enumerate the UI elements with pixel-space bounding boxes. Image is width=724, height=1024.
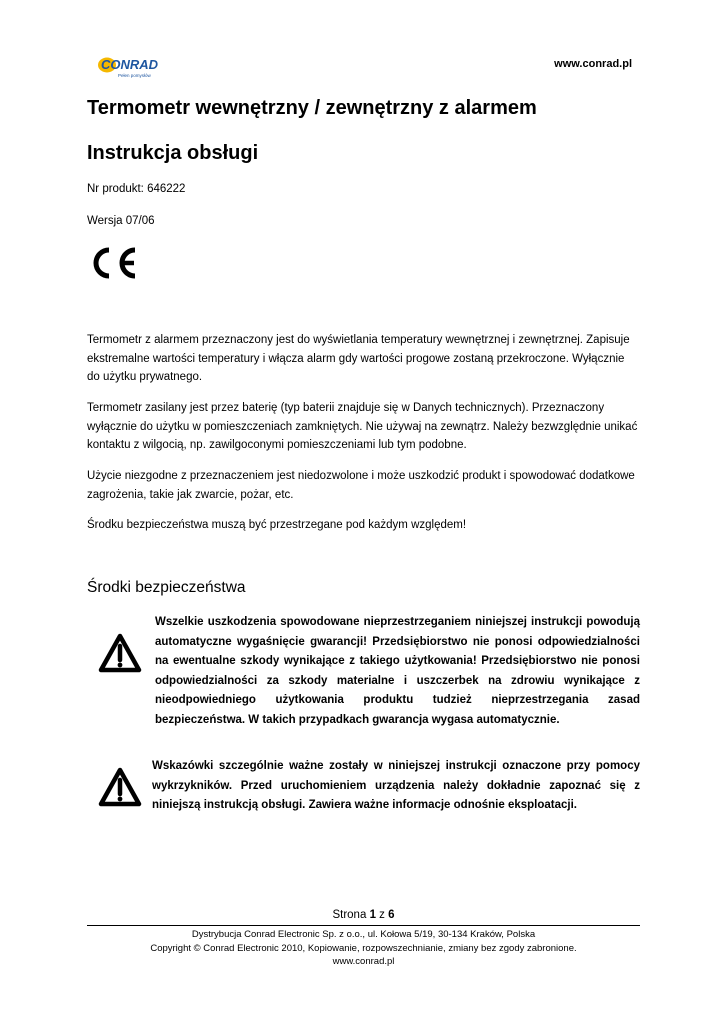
footer-distribution: Dystrybucja Conrad Electronic Sp. z o.o., ul. Kołowa 5/19, 30-134 Kraków, Polska xyxy=(191,929,536,940)
intro-paragraph-3: Użycie niezgodne z przeznaczeniem jest niedozwolone i może uszkodzić produkt i spowodować dodatkowe zagrożenia, takie jak zwarcie, pożar, etc. xyxy=(87,470,635,501)
ce-mark-icon xyxy=(89,245,141,281)
header-website[interactable]: www.conrad.pl xyxy=(554,58,632,70)
footer-website[interactable]: www.conrad.pl xyxy=(332,956,395,967)
warning-text-2: Wskazówki szczególnie ważne zostały w niniejszej instrukcji oznaczone przy pomocy wykrzykników. Przed uruchomieniem urządzenia należy dokładnie zapoznać się z niniejszą instrukcją obsługi. Zawiera ważne informacje odnośnie eksploatacji. xyxy=(152,760,640,811)
conrad-logo xyxy=(97,54,169,80)
warning-text-1: Wszelkie uszkodzenia spowodowane nieprzestrzeganiem niniejszej instrukcji powodują automatyczne wygaśnięcie gwarancji! Przedsiębiorstwo nie ponosi odpowiedzialności na ewentualne szkody wynikające z takiego użytkowania! Przedsiębiorstwo nie ponosi odpowiedzialności za szkody materialne i uszczerbek na zdrowiu wynikające z nieodpowiedniego użytkowania produktu tudzież nieprzestrzegania zasad bezpieczeństwa. W takich przypadkach gwarancja wygasa automatycznie. xyxy=(155,616,640,726)
document-version: Wersja 07/06 xyxy=(87,215,155,227)
document-subtitle: Instrukcja obsługi xyxy=(87,142,259,164)
document-title: Termometr wewnętrzny / zewnętrzny z alarmem xyxy=(87,97,537,119)
page-separator: z xyxy=(379,909,385,921)
footer-copyright: Copyright © Conrad Electronic 2010, Kopiowanie, rozpowszechnianie, zmiany bez zgody zabronione. xyxy=(150,942,577,954)
intro-paragraph-1: Termometr z alarmem przeznaczony jest do wyświetlania temperatury wewnętrznej i zewnętrznej. Zapisuje ekstremalne wartości temperatury i włącza alarm gdy wartości progowe zostaną przekroczone. Wyłącznie do użytku prywatnego. xyxy=(87,334,630,383)
warning-triangle-icon xyxy=(98,767,142,807)
footer-divider xyxy=(87,925,640,926)
warning-triangle-icon xyxy=(98,633,142,673)
safety-heading: Środki bezpieczeństwa xyxy=(87,579,246,596)
intro-paragraph-4: Środku bezpieczeństwa muszą być przestrzegane pod każdym względem! xyxy=(87,519,467,531)
product-number: Nr produkt: 646222 xyxy=(87,183,186,195)
intro-paragraph-2: Termometr zasilany jest przez baterię (typ baterii znajduje się w Danych technicznych). Przeznaczony wyłącznie do użytku w pomieszczeniach zamkniętych. Nie używaj na zewnątrz. Należy bezwzględnie unikać kontaktu z wilgocią, np. zawilgoconymi pomieszczeniami lub tym podobne. xyxy=(87,402,638,451)
page-number xyxy=(87,909,640,921)
footer-info xyxy=(87,928,640,969)
svg-text:CONRAD: CONRAD xyxy=(101,57,159,72)
page-total: 6 xyxy=(388,909,395,921)
page-current: 1 xyxy=(369,909,376,921)
page-prefix: Strona xyxy=(332,909,367,921)
svg-text:Pełen pomysłów: Pełen pomysłów xyxy=(118,73,151,78)
